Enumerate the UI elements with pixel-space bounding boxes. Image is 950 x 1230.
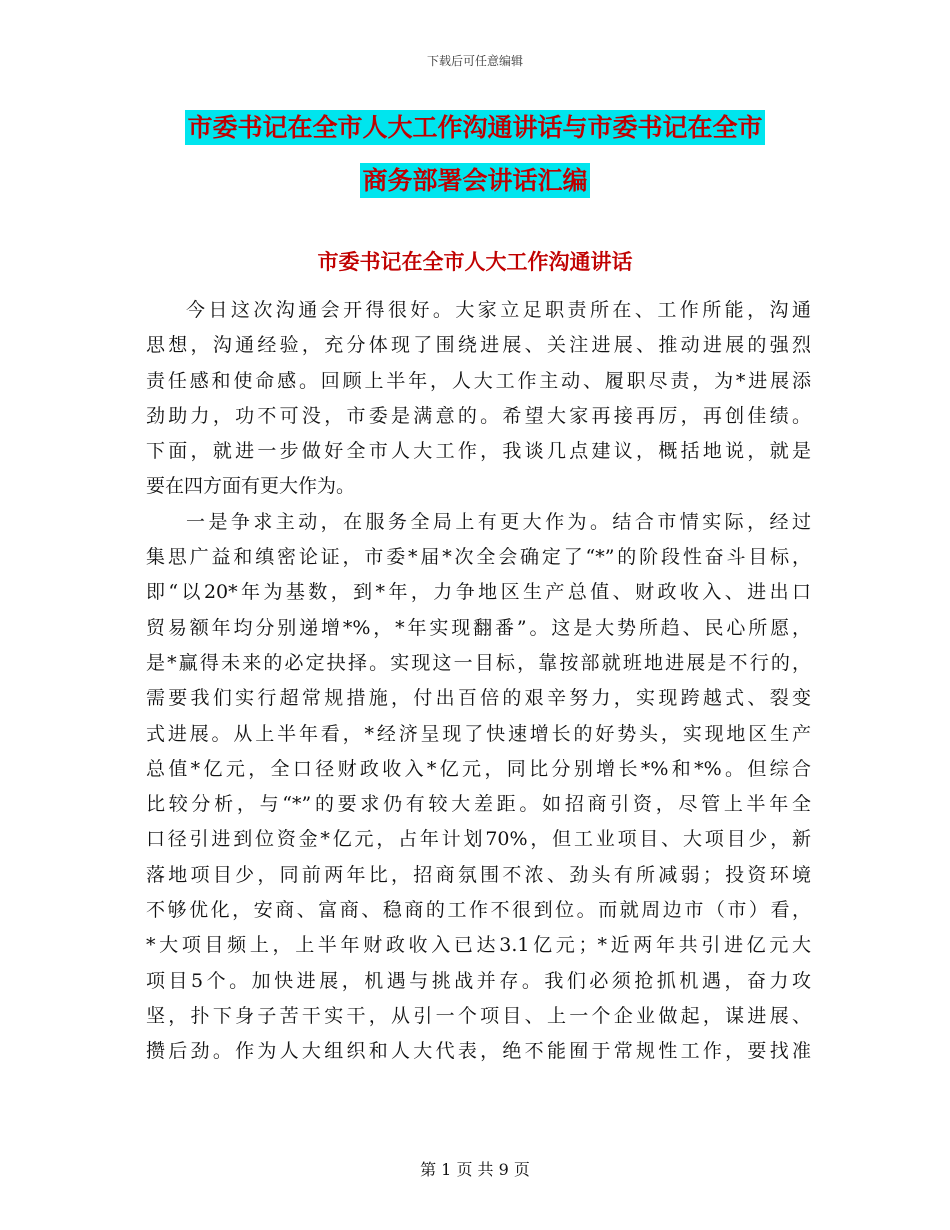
paragraph-line: 需要我们实行超常规措施，付出百倍的艰辛努力，实现跨越式、裂变 [146, 687, 811, 710]
paragraph-line: 坚，扑下身子苦干实干，从引一个项目、上一个企业做起，谋进展、 [146, 1004, 811, 1027]
paragraph-line: 即“以20*年为基数，到*年，力争地区生产总值、财政收入、进出口 [146, 581, 811, 604]
paragraph-line: 思想，沟通经验，充分体现了围绕进展、关注进展、推动进展的强烈 [146, 334, 811, 357]
paragraph-line: 下面，就进一步做好全市人大工作，我谈几点建议，概括地说，就是 [146, 440, 811, 463]
paragraph-line: *大项目频上，上半年财政收入已达3.1亿元；*近两年共引进亿元大 [146, 934, 811, 957]
paragraph-line: 集思广益和缜密论证，市委*届*次全会确定了“*”的阶段性奋斗目标， [146, 546, 811, 569]
paragraph-line: 要在四方面有更大作为。 [146, 475, 356, 498]
paragraph-line: 落地项目少，同前两年比，招商氛围不浓、劲头有所减弱；投资环境 [146, 863, 811, 886]
paragraph-line: 式进展。从上半年看，*经济呈现了快速增长的好势头，实现地区生产 [146, 722, 811, 745]
section-title: 市委书记在全市人大工作沟通讲话 [317, 250, 633, 274]
paragraph-line: 比较分析，与“*”的要求仍有较大差距。如招商引资，尽管上半年全 [146, 793, 811, 816]
body-text [146, 293, 811, 1070]
paragraph-line: 攒后劲。作为人大组织和人大代表，绝不能囿于常规性工作，要找准 [146, 1040, 811, 1063]
document-title-line-2: 商务部署会讲话汇编 [360, 163, 589, 198]
paragraph-line: 不够优化，安商、富商、稳商的工作不很到位。而就周边市（市）看， [146, 899, 811, 922]
paragraph-line: 项目5个。加快进展，机遇与挑战并存。我们必须抢抓机遇，奋力攻 [146, 969, 811, 992]
paragraph-line: 责任感和使命感。回顾上半年，人大工作主动、履职尽责，为*进展添 [146, 369, 811, 392]
page-footer: 第 1 页 共 9 页 [420, 1160, 530, 1179]
header-note: 下载后可任意编辑 [426, 54, 523, 68]
paragraph-line: 今日这次沟通会开得很好。大家立足职责所在、工作所能，沟通 [186, 299, 811, 321]
paragraph-line: 劲助力，功不可没，市委是满意的。希望大家再接再厉，再创佳绩。 [146, 404, 811, 427]
paragraph-line: 一是争求主动，在服务全局上有更大作为。结合市情实际，经过 [186, 510, 811, 533]
document-title-line-1: 市委书记在全市人大工作沟通讲话与市委书记在全市 [185, 110, 764, 145]
paragraph-line: 口径引进到位资金*亿元，占年计划70%，但工业项目、大项目少，新 [146, 828, 811, 851]
paragraph-line: 贸易额年均分别递增*%，*年实现翻番”。这是大势所趋、民心所愿， [146, 616, 811, 639]
paragraph-line: 总值*亿元，全口径财政收入*亿元，同比分别增长*%和*%。但综合 [146, 757, 811, 780]
paragraph-line: 是*赢得未来的必定抉择。实现这一目标，靠按部就班地进展是不行的， [146, 651, 811, 674]
document-title [0, 110, 950, 216]
